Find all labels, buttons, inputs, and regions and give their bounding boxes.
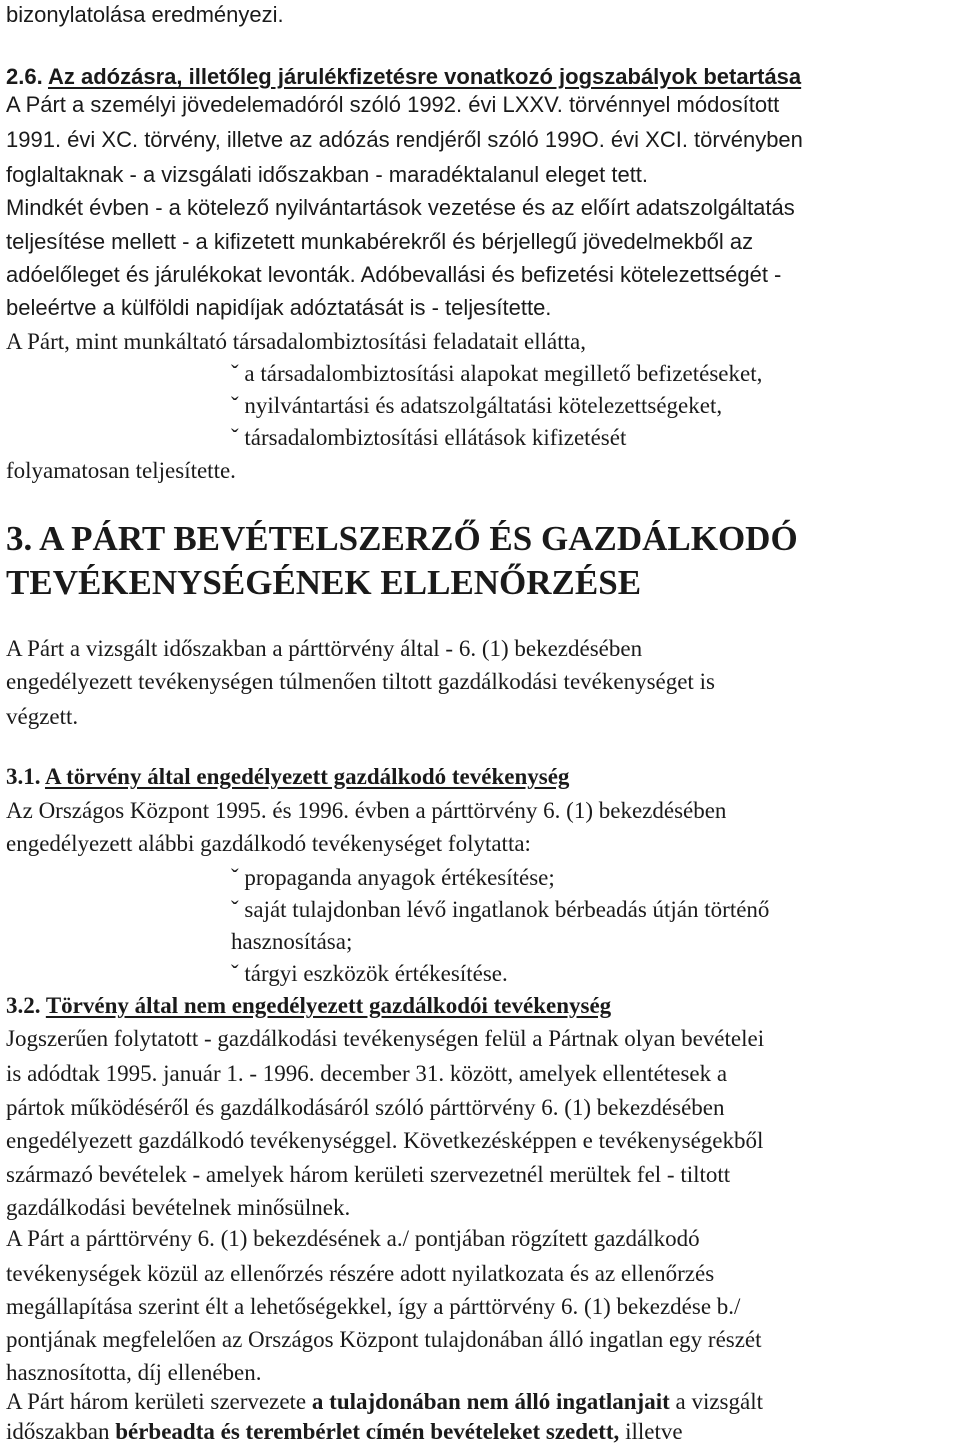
paragraph-line: pontjának megfelelően az Országos Központ tulajdonában álló ingatlan egy részét — [6, 1327, 762, 1352]
paragraph-line: tevékenységek közül az ellenőrzés részére adott nyilatkozata és az ellenőrzés — [6, 1261, 715, 1286]
list-item: ˇ társadalombiztosítási ellátások kifizetését — [231, 425, 627, 450]
paragraph-line: Jogszerűen folytatott - gazdálkodási tevékenységen felül a Pártnak olyan bevételei — [6, 1026, 765, 1051]
paragraph-line: foglaltaknak - a vizsgálati időszakban - maradéktalanul eleget tett. — [6, 162, 649, 187]
paragraph-line: megállapítása szerint élt a lehetőségekkel, így a párttörvény 6. (1) bekezdése b./ — [6, 1294, 741, 1319]
paragraph-line: végzett. — [6, 704, 79, 729]
paragraph-line: is adódtak 1995. január 1. - 1996. december 31. között, amelyek ellentétesek a — [6, 1061, 728, 1086]
paragraph-line: 1991. évi XC. törvény, illetve az adózás rendjéről szóló 199O. évi XCI. törvényben — [6, 127, 803, 152]
paragraph-line: Mindkét évben - a kötelező nyilvántartások vezetése és az előírt adatszolgáltatás — [6, 195, 795, 220]
chapter-heading-line-2: TEVÉKENYSÉGÉNEK ELLENŐRZÉSE — [6, 563, 642, 602]
text-run: a vizsgált — [669, 1389, 763, 1414]
paragraph-line: engedélyezett alábbi gazdálkodó tevékenységet folytatta: — [6, 831, 531, 856]
section-number: 3.2. — [6, 993, 41, 1018]
closing-line: folyamatosan teljesítette. — [6, 458, 236, 483]
paragraph-line: beleértve a külföldi napidíjak adóztatását is - teljesítette. — [6, 295, 552, 320]
paragraph-line: engedélyezett gazdálkodó tevékenységgel. Következésképpen e tevékenységekből — [6, 1128, 764, 1153]
section-number: 2.6. — [6, 64, 43, 89]
paragraph-line: Az Országos Központ 1995. és 1996. évben a párttörvény 6. (1) bekezdésében — [6, 798, 727, 823]
section-title: A törvény által engedélyezett gazdálkodó tevékenység — [44, 764, 570, 789]
paragraph-line: engedélyezett tevékenységen túlmenően tiltott gazdálkodási tevékenységet is — [6, 669, 715, 694]
paragraph-line: A Párt a párttörvény 6. (1) bekezdésének a./ pontjában rögzített gazdálkodó — [6, 1226, 700, 1251]
section-title: Törvény által nem engedélyezett gazdálkodói tevékenység — [45, 993, 612, 1018]
paragraph-line — [6, 1390, 763, 1413]
employer-intro: A Párt, mint munkáltató társadalombiztosítási feladatait ellátta, — [6, 329, 586, 354]
paragraph-line: adóelőleget és járulékokat levonták. Adóbevallási és befizetési kötelezettségét - — [6, 262, 782, 287]
paragraph-line: származó bevételek - amelyek három kerületi szervezetnél merültek fel - tiltott — [6, 1162, 731, 1187]
list-item: ˇ nyilvántartási és adatszolgáltatási kötelezettségeket, — [231, 393, 723, 418]
list-item: ˇ tárgyi eszközök értékesítése. — [231, 961, 508, 986]
section-3-2-heading — [6, 994, 611, 1017]
chapter-heading-line-1: 3. A PÁRT BEVÉTELSZERZŐ ÉS GAZDÁLKODÓ — [6, 519, 798, 558]
paragraph-line: hasznosította, díj ellenében. — [6, 1360, 262, 1385]
top-fragment: bizonylatolása eredményezi. — [6, 2, 284, 27]
paragraph-line: A Párt a személyi jövedelemadóról szóló 1992. évi LXXV. törvénnyel módosított — [6, 92, 780, 117]
list-item: ˇ saját tulajdonban lévő ingatlanok bérbeadás útján történő — [231, 897, 770, 922]
paragraph-line — [6, 1420, 683, 1443]
section-number: 3.1. — [6, 764, 41, 789]
text-run: A Párt három kerületi szervezete — [6, 1389, 312, 1414]
section-3-1-heading — [6, 765, 569, 788]
section-2-6-heading — [6, 66, 801, 88]
text-run: időszakban — [6, 1419, 116, 1444]
paragraph-line: A Párt a vizsgált időszakban a párttörvény által - 6. (1) bekezdésében — [6, 636, 643, 661]
list-item: ˇ propaganda anyagok értékesítése; — [231, 865, 555, 890]
list-item-continuation: hasznosítása; — [231, 929, 353, 954]
paragraph-line: gazdálkodási bevételnek minősülnek. — [6, 1195, 351, 1220]
section-title: Az adózásra, illetőleg járulékfizetésre vonatkozó jogszabályok betartása — [48, 64, 802, 89]
list-item: ˇ a társadalombiztosítási alapokat megillető befizetéseket, — [231, 361, 763, 386]
paragraph-line: pártok működéséről és gazdálkodásáról szóló párttörvény 6. (1) bekezdésében — [6, 1095, 725, 1120]
bold-text-run: a tulajdonában nem álló ingatlanjait — [311, 1389, 670, 1414]
paragraph-line: teljesítése mellett - a kifizetett munkabérekről és bérjellegű jövedelmekből az — [6, 229, 754, 254]
text-run: illetve — [619, 1419, 683, 1444]
bold-text-run: bérbeadta és terembérlet címén bevételeket szedett, — [115, 1419, 620, 1444]
